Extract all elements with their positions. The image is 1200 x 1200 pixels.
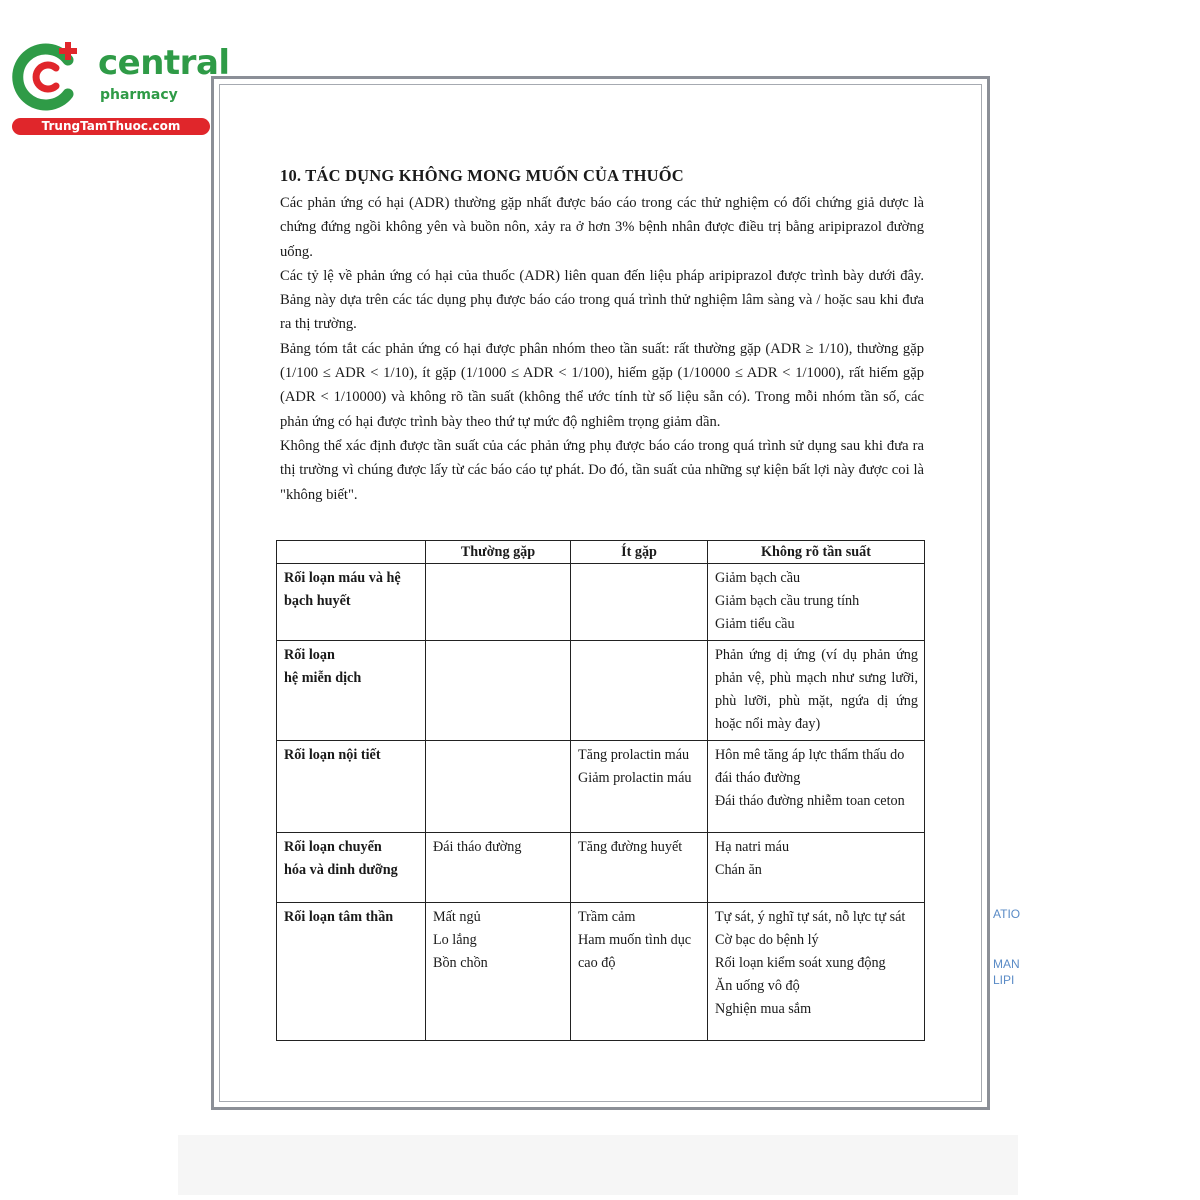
brand-subtitle: pharmacy — [100, 87, 178, 103]
uncommon-cell — [571, 903, 708, 1041]
adr-table — [276, 540, 925, 1041]
brand-logo[interactable] — [10, 38, 230, 138]
paragraph: Bảng tóm tắt các phản ứng có hại được phân nhóm theo tần suất: rất thường gặp (ADR ≥ 1/10), thường gặp (1/100 ≤ ADR < 1/10), ít gặp (1/1000 ≤ ADR < 1/100), hiếm gặp (1/10000 ≤ ADR < 1/1000), rất hiếm gặp (ADR < 1/10000) và không rõ tần suất (không thể ước tính từ số liệu sẵn có). Trong mỗi nhóm tần số, các phản ứng có hại được trình bày theo thứ tự mức độ nghiêm trọng giảm dần. — [280, 340, 924, 430]
central-pharmacy-logo-icon — [10, 38, 86, 114]
category-cell — [277, 641, 426, 741]
category-text: Rối loạn nội tiết — [284, 747, 381, 763]
reaction-text: Rối loạn kiểm soát xung động — [715, 955, 886, 971]
unknown-cell — [708, 903, 925, 1041]
unknown-cell — [708, 833, 925, 903]
reaction-text: Ăn uống vô độ — [715, 978, 800, 994]
brand-name: central — [98, 43, 230, 83]
scan-shadow — [178, 1135, 1018, 1195]
category-text: hệ miễn dịch — [284, 670, 362, 686]
reaction-text: Giảm prolactin máu — [578, 770, 692, 786]
reaction-text: Hạ natri máu — [715, 839, 790, 855]
column-header: Thường gặp — [426, 541, 571, 564]
uncommon-cell — [571, 741, 708, 833]
reaction-text: Giảm bạch cầu trung tính — [715, 593, 860, 609]
reaction-text: Chán ăn — [715, 862, 762, 878]
reaction-text: Giảm tiểu cầu — [715, 616, 795, 632]
table-row — [277, 641, 925, 741]
reaction-text: Đái tháo đường — [433, 839, 522, 855]
category-cell — [277, 741, 426, 833]
stamp-fragment: MAN — [993, 957, 1020, 971]
unknown-cell — [708, 641, 925, 741]
stamp-fragment: ATIO — [993, 907, 1021, 921]
column-header: Ít gặp — [571, 541, 708, 564]
reaction-text: Tự sát, ý nghĩ tự sát, nỗ lực tự sát — [715, 909, 906, 925]
paragraph: Các phản ứng có hại (ADR) thường gặp nhất được báo cáo trong các thử nghiệm có đối chứng giả dược là chứng đứng ngồi không yên và buồn nôn, xảy ra ở hơn 3% bệnh nhân được điều trị bằng aripiprazol đường uống. — [280, 195, 924, 260]
category-text: Rối loạn chuyển — [284, 839, 382, 855]
category-text: hóa và dinh dưỡng — [284, 862, 398, 878]
category-text: Rối loạn tâm thần — [284, 909, 394, 925]
reaction-text: Tăng đường huyết — [578, 839, 683, 855]
table-row — [277, 741, 925, 833]
category-text: Rối loạn — [284, 647, 335, 663]
reaction-text: Lo lắng — [433, 932, 477, 948]
common-cell — [426, 903, 571, 1041]
document-body — [280, 166, 924, 507]
category-cell — [277, 564, 426, 641]
reaction-text: Ham muốn tình dục cao độ — [578, 932, 692, 971]
reaction-text: Hôn mê tăng áp lực thẩm thấu do đái tháo đường — [715, 747, 905, 786]
brand-website-badge[interactable]: TrungTamThuoc.com — [12, 118, 210, 135]
common-cell — [426, 833, 571, 903]
reaction-text: Nghiện mua sắm — [715, 1001, 812, 1017]
reaction-text: Bồn chồn — [433, 955, 488, 971]
table-row — [277, 903, 925, 1041]
category-cell — [277, 833, 426, 903]
reaction-text: Cờ bạc do bệnh lý — [715, 932, 819, 948]
reaction-text: Đái tháo đường nhiễm toan ceton — [715, 793, 905, 809]
uncommon-cell — [571, 564, 708, 641]
common-cell — [426, 641, 571, 741]
reaction-text: Mất ngủ — [433, 909, 481, 925]
stamp-fragment: LIPI — [993, 973, 1015, 987]
paragraph: Các tỷ lệ về phản ứng có hại của thuốc (ADR) liên quan đến liệu pháp aripiprazol được trình bày dưới đây. Bảng này dựa trên các tác dụng phụ được báo cáo trong quá trình thử nghiệm lâm sàng và / hoặc sau khi đưa ra thị trường. — [280, 267, 924, 333]
uncommon-cell — [571, 833, 708, 903]
reaction-text: Giảm bạch cầu — [715, 570, 801, 586]
table-row — [277, 564, 925, 641]
column-header — [277, 541, 426, 564]
unknown-cell — [708, 564, 925, 641]
section-heading: 10. TÁC DỤNG KHÔNG MONG MUỐN CỦA THUỐC — [280, 166, 684, 185]
reaction-text: Tăng prolactin máu — [578, 747, 690, 763]
table-row — [277, 833, 925, 903]
common-cell — [426, 741, 571, 833]
paragraph: Không thể xác định được tần suất của các phản ứng phụ được báo cáo trong quá trình sử dụng sau khi đưa ra thị trường vì chúng được lấy từ các báo cáo tự phát. Do đó, tần suất của những sự kiện bất lợi này được coi là "không biết". — [280, 437, 924, 503]
uncommon-cell — [571, 641, 708, 741]
reaction-text: Trầm cảm — [578, 909, 636, 925]
category-text: Rối loạn máu và hệ — [284, 570, 401, 586]
common-cell — [426, 564, 571, 641]
reaction-text: Phản ứng dị ứng (ví dụ phản ứng phản vệ, phù mạch như sưng lưỡi, phù lưỡi, phù mặt, ngứa dị ứng hoặc nổi mày đay) — [715, 647, 918, 732]
unknown-cell — [708, 741, 925, 833]
category-text: bạch huyết — [284, 593, 351, 609]
category-cell — [277, 903, 426, 1041]
column-header: Không rõ tần suất — [708, 541, 925, 564]
table-header-row — [277, 541, 925, 564]
